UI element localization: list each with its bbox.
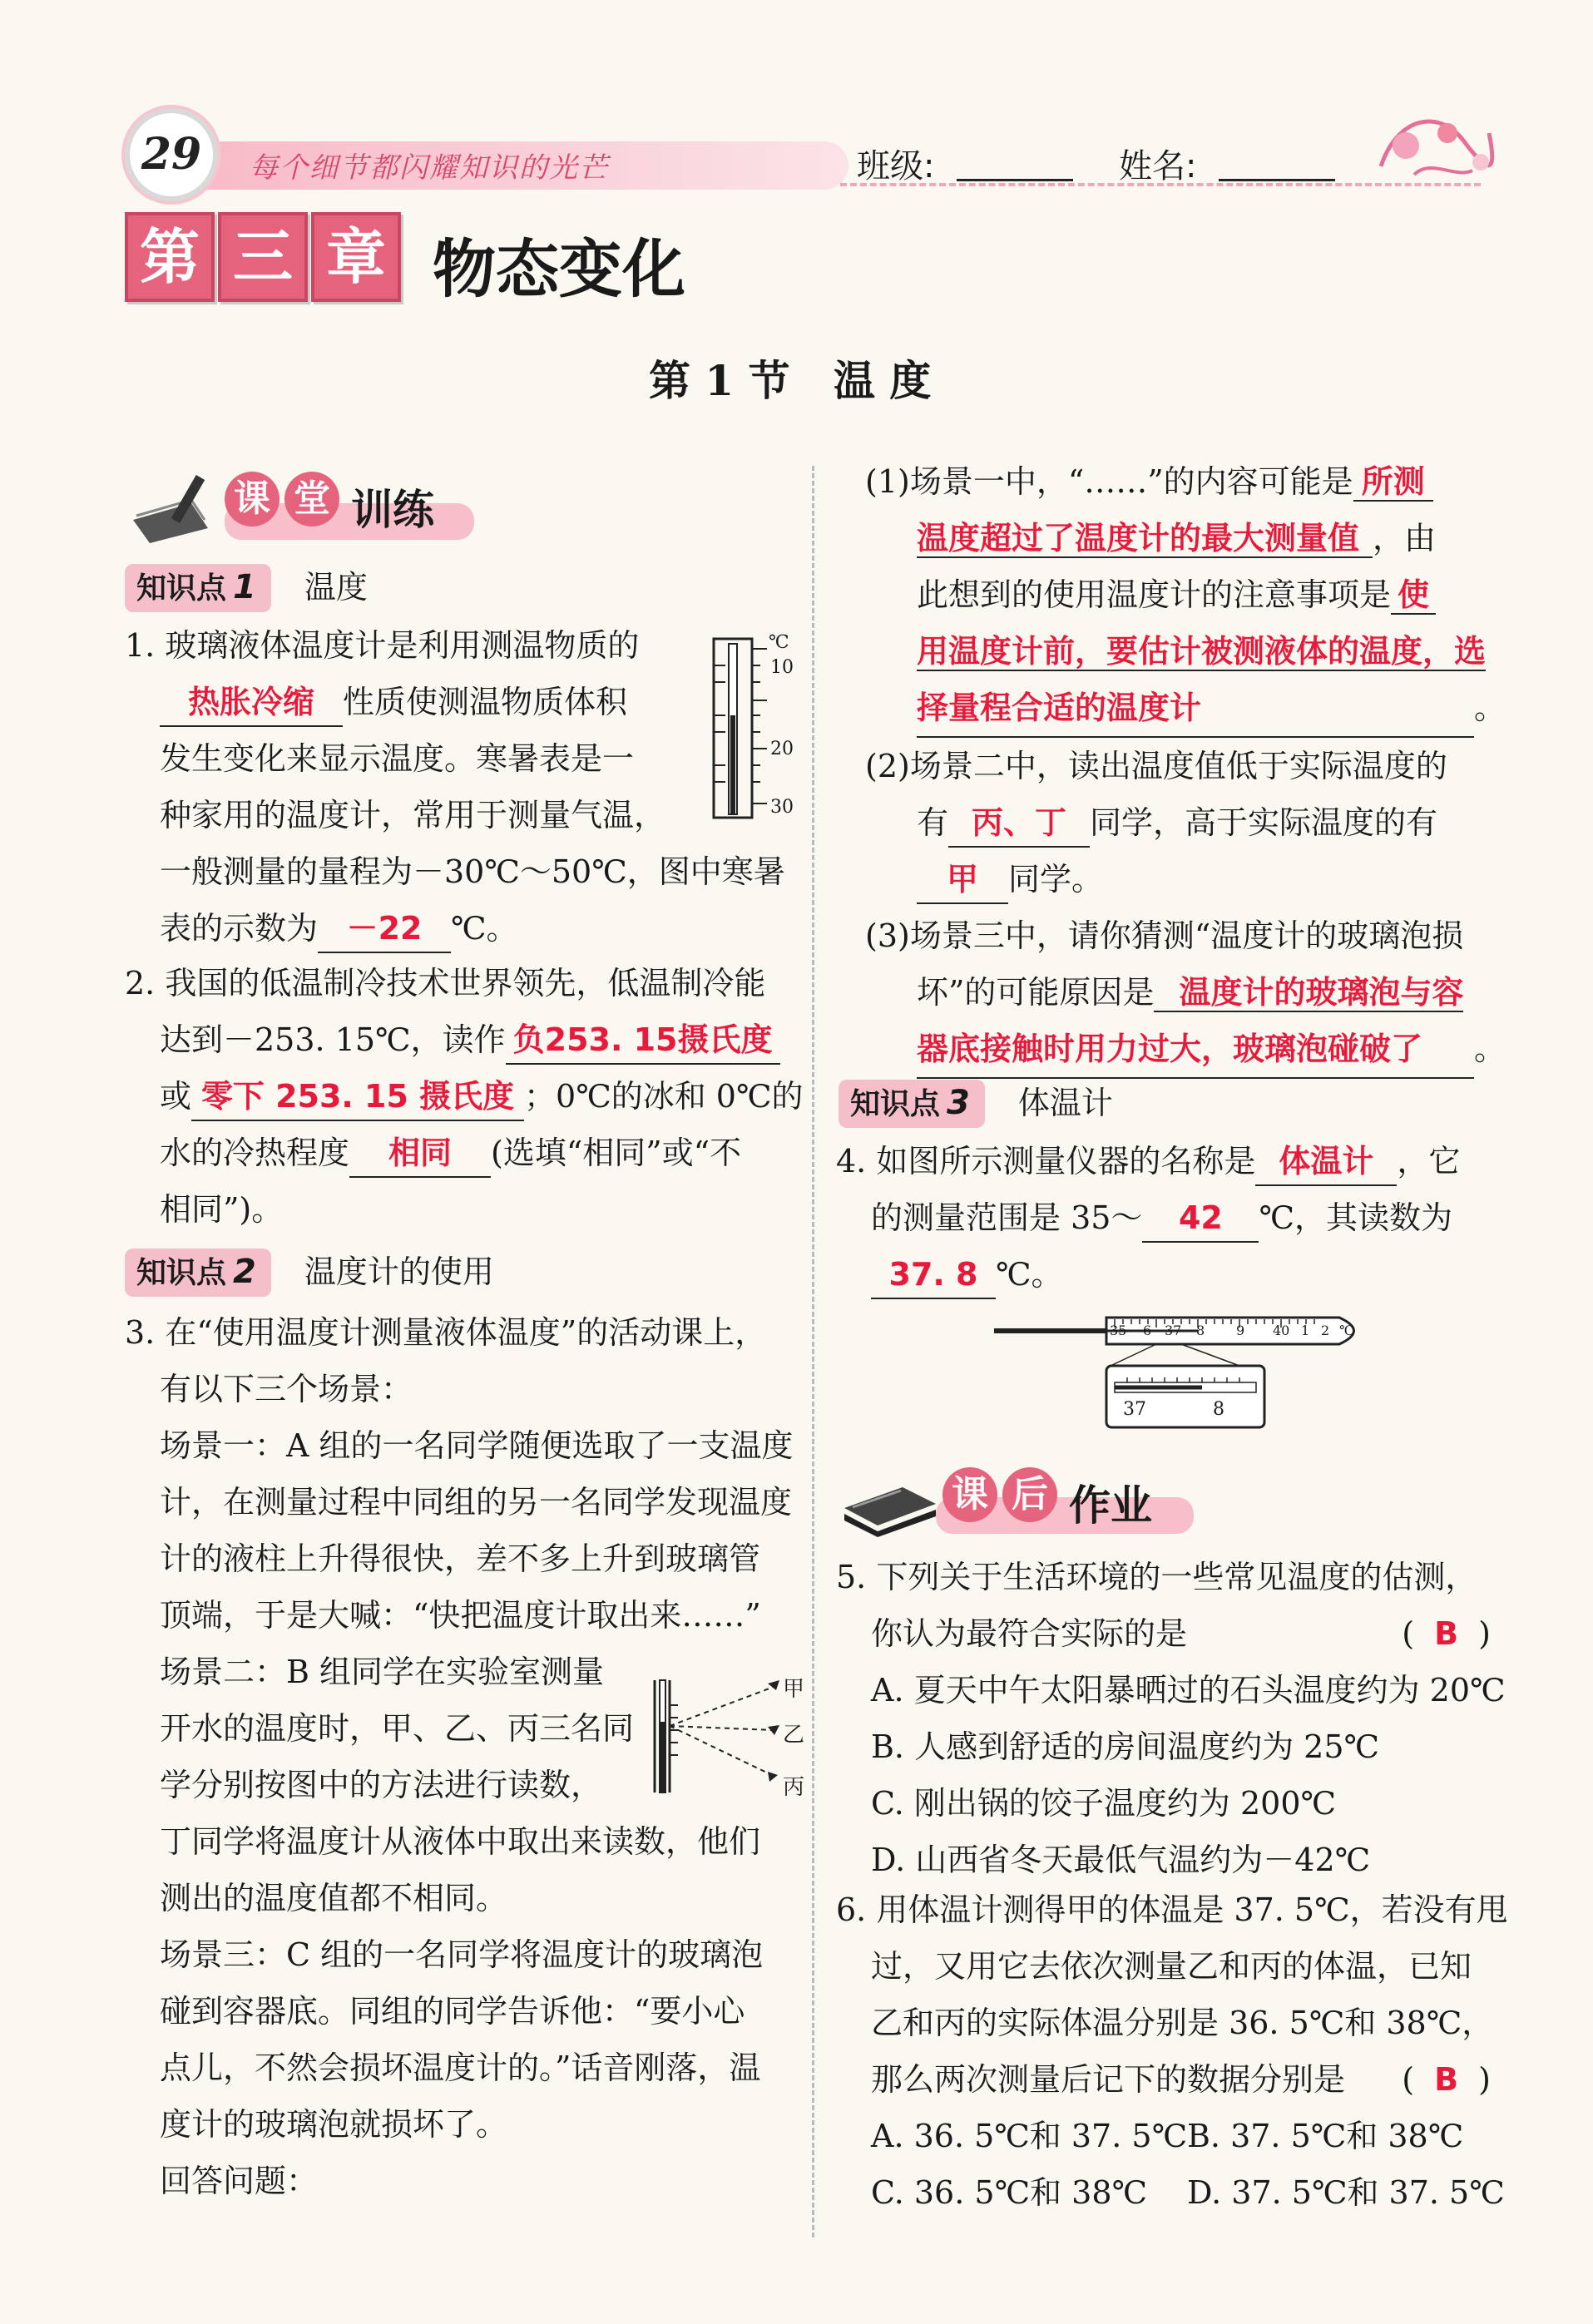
- knowledge-point-2: 知识点 2 温度计的使用: [125, 1246, 494, 1297]
- answer-blank[interactable]: 用温度计前，要估计被测液体的温度，选: [917, 633, 1487, 670]
- answer-blank[interactable]: 丙、丁: [948, 799, 1090, 848]
- answer-blank[interactable]: －22: [318, 905, 451, 953]
- question-5: 5. 下列关于生活环境的一些常见温度的估测， 你认为最符合实际的是 ( B ) A. 夏天中午太阳暴晒过的石头温度约为 20℃ B. 人感到舒适的房间温度约为 25℃ C. 刚出锅的饺子温度约为 200℃ D. 山西省冬天最低气温约为－42℃: [836, 1549, 1506, 1888]
- answer-choice[interactable]: B: [1434, 1615, 1459, 1652]
- page-header: [125, 100, 1539, 200]
- option-b[interactable]: B. 37. 5℃和 38℃: [1187, 2118, 1464, 2154]
- question-4: 4. 如图所示测量仪器的名称是 体温计 ，它 的测量范围是 35～ 42 ℃，其读数为 37. 8 ℃。: [836, 1133, 1460, 1303]
- chapter-char-box: 章: [311, 212, 401, 302]
- option-c[interactable]: C. 刚出锅的饺子温度约为 200℃: [871, 1785, 1336, 1822]
- section-title: 第 1 节 温 度: [649, 356, 932, 405]
- question-2: 2. 我国的低温制冷技术世界领先，低温制冷能 达到－253. 15℃，读作 负253. 15摄氏度 或 零下 253. 15 摄氏度 ；0℃的冰和 0℃的 水的冷热程度 相同 (选填“相同”或“不 相同”)。: [125, 965, 804, 1228]
- option-d[interactable]: D. 37. 5℃和 37. 5℃: [1187, 2174, 1505, 2211]
- answer-blank[interactable]: 所测: [1353, 463, 1433, 502]
- question-3: 3. 在“使用温度计测量液体温度”的活动课上， 有以下三个场景： 场景一：A 组的一名同学随便选取了一支温度 计，在测量过程中同组的另一名同学发现温度 计的液柱上升得很快，差不多上升到玻璃管 顶端，于是大喊：“快把温度计取出来……” 场景二：B 组同学在实验室测量 开水的温度时，甲、乙、丙三名同 学分别按图中的方法进行读数， 丁同学将温度计从液体中取出来读数，他们 测出的温度值都不相同。 场景三：C 组的一名同学将温度计的玻璃泡 碰到容器底。同组的同学告诉他：“要小心 点儿，不然会损坏温度计的。”话音刚落，温 度计的玻璃泡就损坏了。 回答问题：: [125, 1314, 794, 2199]
- book-stack-icon: [836, 1471, 940, 1537]
- chapter-char-box: 三: [218, 212, 308, 302]
- floral-ornament-icon: [1364, 100, 1506, 200]
- answer-blank[interactable]: 相同: [349, 1130, 491, 1178]
- class-practice-title: 训练: [351, 486, 434, 534]
- chapter-title: 物态变化: [433, 232, 685, 306]
- knowledge-point-1: 知识点 1 温度: [125, 561, 368, 612]
- eye-label-jia: 甲: [783, 1677, 805, 1702]
- name-label: 姓名:: [1119, 147, 1197, 185]
- clinical-thermometer-figure: 35 6 37 8 9 40 1 2 ℃ 37 8: [990, 1306, 1373, 1431]
- homework-heading: 课 后 作业: [836, 1456, 1202, 1539]
- answer-blank[interactable]: 温度超过了温度计的最大测量值: [917, 520, 1373, 558]
- reading-angle-figure: [645, 1672, 805, 1800]
- option-b[interactable]: B. 人感到舒适的房间温度约为 25℃: [871, 1728, 1380, 1765]
- answer-blank[interactable]: 37. 8: [871, 1251, 996, 1299]
- knowledge-point-3: 知识点 3 体温计: [839, 1077, 1113, 1128]
- page-number: 29: [141, 129, 202, 180]
- eye-label-bing: 丙: [783, 1775, 805, 1800]
- option-a[interactable]: A. 夏天中午太阳暴晒过的石头温度约为 20℃: [871, 1672, 1506, 1708]
- answer-blank[interactable]: 负253. 15摄氏度: [506, 1016, 780, 1065]
- class-practice-heading: 课 堂 训练: [125, 462, 474, 545]
- answer-blank[interactable]: 热胀冷缩: [160, 679, 343, 727]
- option-a[interactable]: A. 36. 5℃和 37. 5℃: [871, 2118, 1188, 2154]
- notebook-pen-icon: [125, 470, 225, 545]
- homework-title: 作业: [1069, 1481, 1152, 1530]
- answer-blank[interactable]: 体温计: [1255, 1138, 1397, 1186]
- thermometer-figure: ℃ 10 20 30: [709, 632, 792, 823]
- page-number-badge: [125, 108, 218, 201]
- name-field[interactable]: [1219, 179, 1335, 181]
- answer-choice[interactable]: B: [1434, 2061, 1459, 2098]
- option-d[interactable]: D. 山西省冬天最低气温约为－42℃: [871, 1842, 1371, 1878]
- answer-blank[interactable]: 器底接触时用力过大，玻璃泡碰破了: [917, 1021, 1474, 1079]
- chapter-char-box: 第: [125, 212, 215, 302]
- answer-blank[interactable]: 零下 253. 15 摄氏度: [191, 1073, 524, 1121]
- answer-blank[interactable]: 择量程合适的温度计: [917, 680, 1474, 738]
- question-3-parts: (1)场景一中，“……”的内容可能是 所测 温度超过了温度计的最大测量值 ，由 此想到的使用温度计的注意事项是 使 用温度计前，要估计被测液体的温度，选 择量程合适的温度计 。 (2)场景二中，读出温度值低于实际温度的 有 丙、丁 同学，高于实际温度的有 甲 同学。 (3)场景三中，请你猜测“温度计的玻璃泡损 坏”的可能原因是 温度计的玻璃泡与容 器底接触时用力过大，玻璃泡碰破了 。: [865, 453, 1506, 1079]
- answer-blank[interactable]: 42: [1142, 1194, 1259, 1243]
- slogan-text: 每个细节都闪耀知识的光芒: [250, 151, 609, 185]
- option-c[interactable]: C. 36. 5℃和 38℃: [871, 2174, 1148, 2211]
- eye-label-yi: 乙: [783, 1723, 805, 1748]
- column-divider: [812, 466, 814, 2237]
- answer-blank[interactable]: 使: [1391, 576, 1436, 615]
- answer-blank[interactable]: 甲: [917, 856, 1008, 904]
- question-6: 6. 用体温计测得甲的体温是 37. 5℃，若没有甩 过，又用它去依次测量乙和丙的体温，已知 乙和丙的实际体温分别是 36. 5℃和 38℃， 那么两次测量后记下的数据分别是 ( B ) A. 36. 5℃和 37. 5℃B. 37. 5℃和 38℃ C. 36. 5℃和 38℃ D. 37. 5℃和 37. 5℃: [836, 1881, 1508, 2221]
- answer-blank[interactable]: 温度计的玻璃泡与容: [1154, 974, 1463, 1012]
- class-field[interactable]: [957, 179, 1073, 181]
- class-label: 班级:: [857, 147, 935, 185]
- question-1: 1. 玻璃液体温度计是利用测温物质的 热胀冷缩 性质使测温物质体积 发生变化来显示温度。寒暑表是一 种家用的温度计，常用于测量气温， 一般测量的量程为－30℃～50℃，图中寒暑 表的示数为 －22 ℃。: [125, 617, 785, 957]
